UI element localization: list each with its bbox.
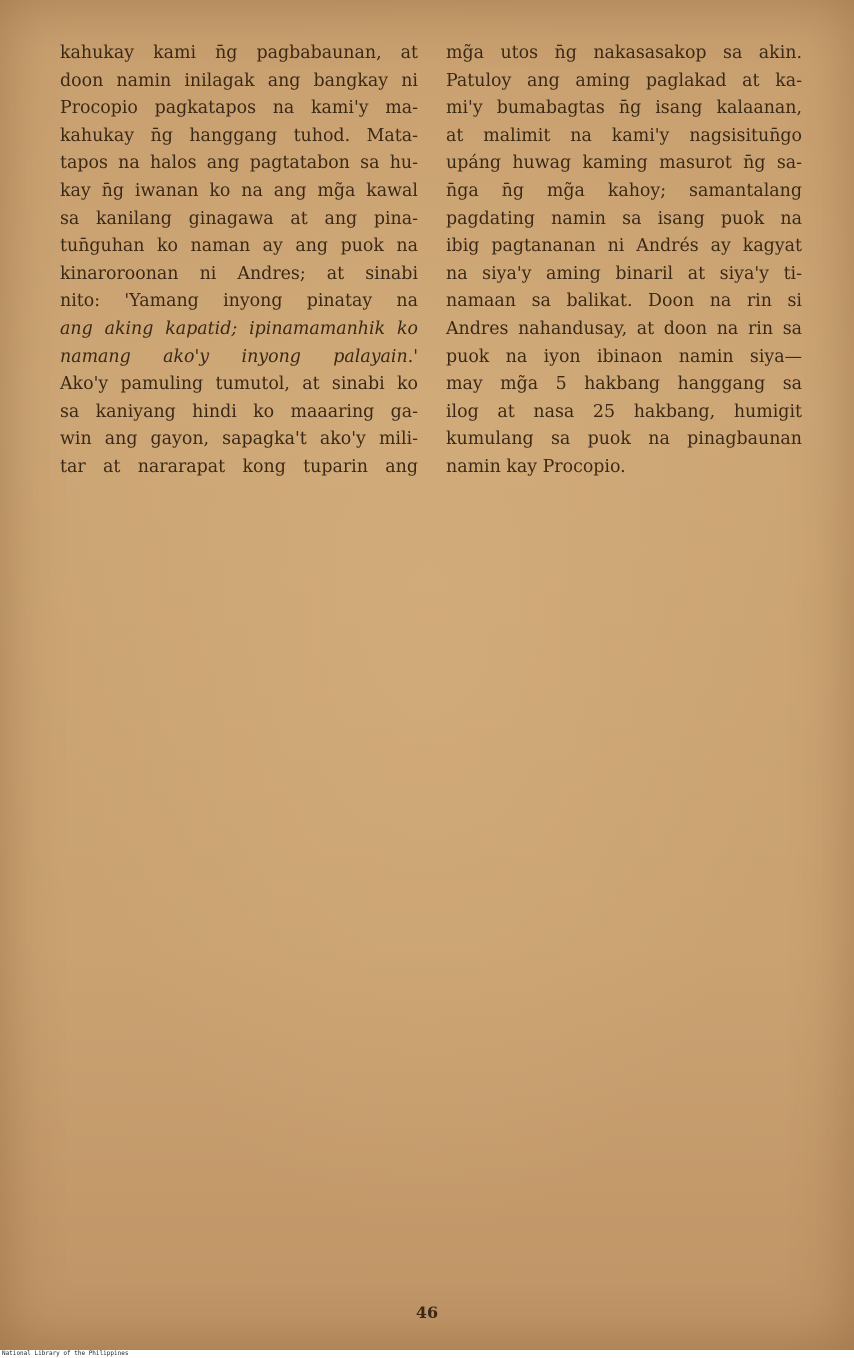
text-line-quote-end: namang ako'y inyong palayain.': [60, 346, 418, 367]
text-line: Ako'y pamuling tumutol, at sinabi ko: [60, 374, 418, 395]
right-text-column: [446, 40, 802, 482]
text-line: mi'y bumabagtas n̄g isang kalaanan,: [446, 98, 802, 119]
text-line: pagdating namin sa isang puok na: [446, 208, 802, 229]
text-line-last: namin kay Procopio.: [446, 456, 626, 477]
text-line: tar at nararapat kong tuparin ang: [60, 456, 418, 477]
text-line: kay n̄g iwanan ko na ang mg̃a kawal: [60, 180, 418, 201]
text-line: upáng huwag kaming masurot n̄g sa-: [446, 153, 802, 174]
text-line: na siya'y aming binaril at siya'y ti-: [446, 263, 802, 284]
text-line: namaan sa balikat. Doon na rin si: [446, 291, 802, 312]
left-text-column: [60, 40, 418, 482]
text-line: tapos na halos ang pagtatabon sa hu-: [60, 153, 418, 174]
text-line: kinaroroonan ni Andres; at sinabi: [60, 263, 418, 284]
text-line: win ang gayon, sapagka't ako'y mili-: [60, 429, 418, 450]
text-line: Procopio pagkatapos na kami'y ma-: [60, 98, 418, 119]
text-line: kahukay n̄g hanggang tuhod. Mata-: [60, 125, 418, 146]
text-line-quote: ang aking kapatid; ipinamamanhik ko: [60, 318, 418, 339]
text-line: sa kanilang ginagawa at ang pina-: [60, 208, 418, 229]
text-line: n̄ga n̄g mg̃a kahoy; samantalang: [446, 180, 802, 201]
text-line: doon namin inilagak ang bangkay ni: [60, 70, 418, 91]
text-line: tun̄guhan ko naman ay ang puok na: [60, 236, 418, 257]
text-line: Patuloy ang aming paglakad at ka-: [446, 70, 802, 91]
text-line: puok na iyon ibinaon namin siya—: [446, 346, 802, 367]
text-line: sa kaniyang hindi ko maaaring ga-: [60, 401, 418, 422]
text-line-quote-start: nito: 'Yamang inyong pinatay na: [60, 291, 418, 312]
text-line: at malimit na kami'y nagsisitun̄go: [446, 125, 802, 146]
text-line: kahukay kami n̄g pagbabaunan, at: [60, 43, 418, 63]
text-line: may mg̃a 5 hakbang hanggang sa: [446, 374, 802, 395]
text-line: Andres nahandusay, at doon na rin sa: [446, 318, 802, 339]
page-number: 46: [415, 1303, 439, 1322]
text-line: kumulang sa puok na pinagbaunan: [446, 429, 802, 450]
text-line: ilog at nasa 25 hakbang, humigit: [446, 401, 802, 422]
text-line: ibig pagtananan ni Andrés ay kagyat: [446, 236, 802, 257]
text-line: mg̃a utos n̄g nakasasakop sa akin.: [446, 43, 802, 63]
footer-credit: National Library of the Philippines: [2, 1350, 854, 1358]
